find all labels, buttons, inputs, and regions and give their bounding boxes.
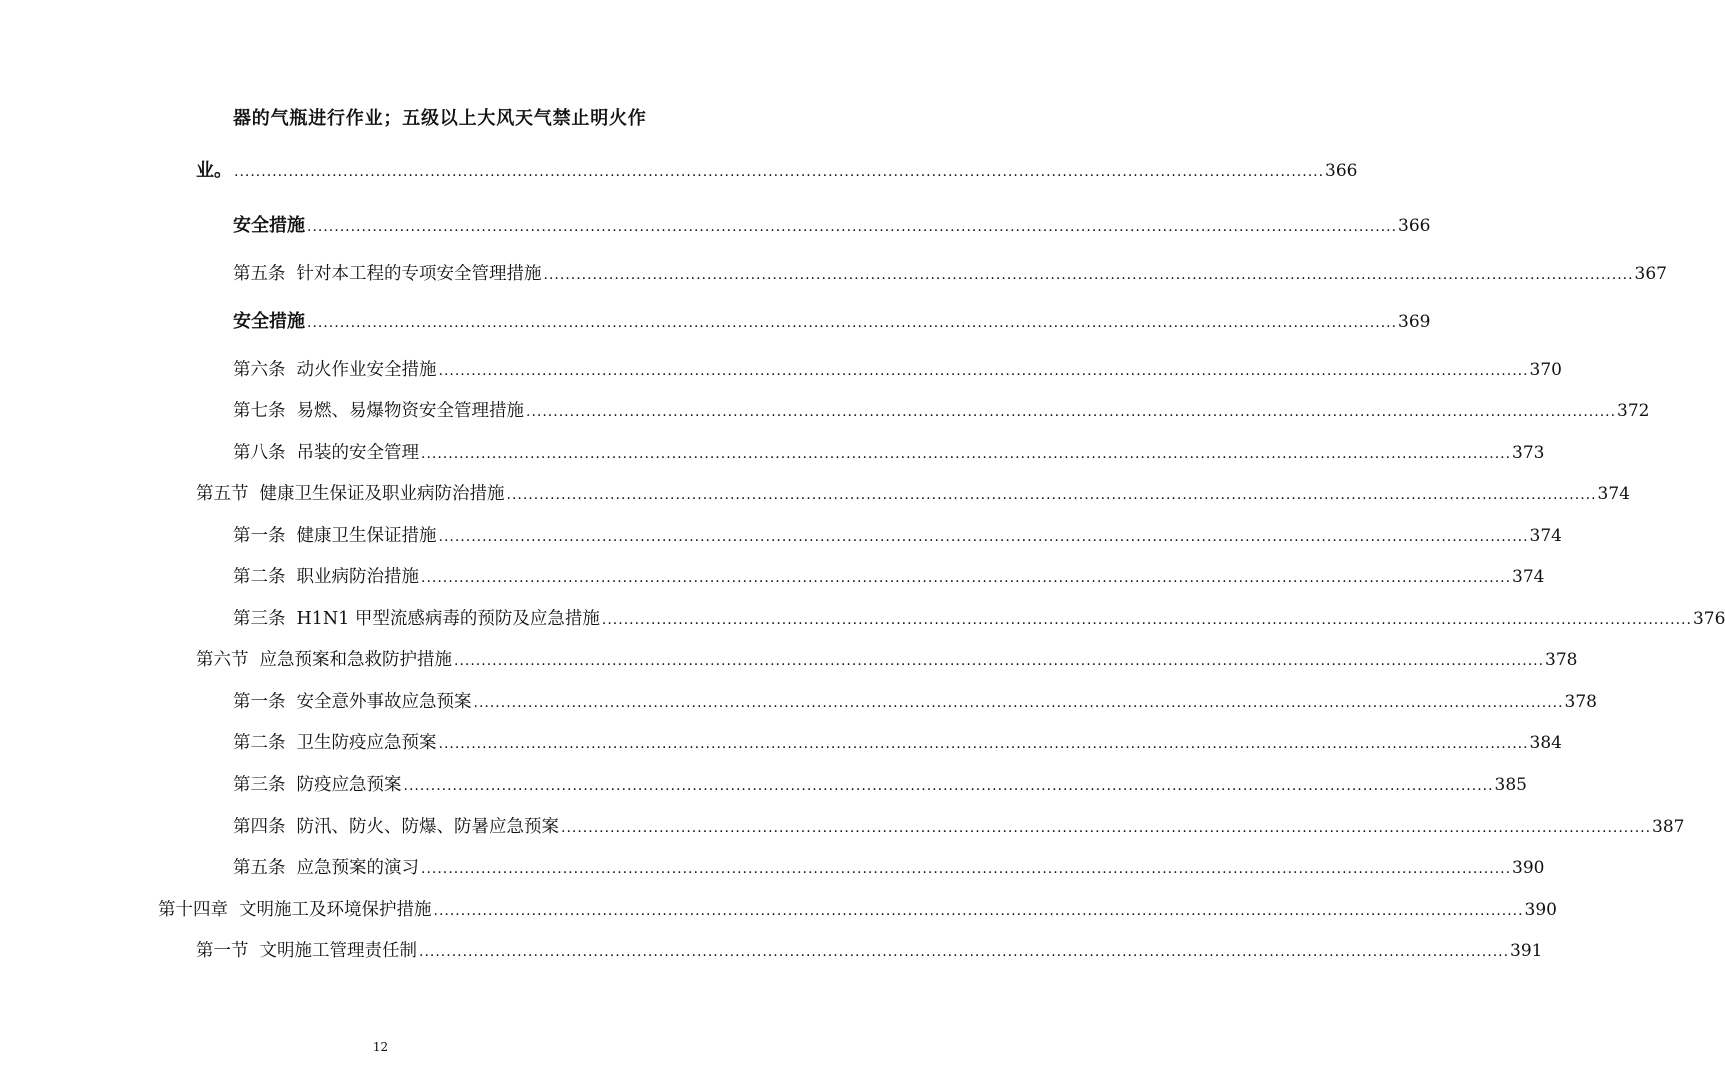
toc-entry-title: 安全措施 — [233, 311, 305, 332]
toc-entry-title: 文明施工管理责任制 — [259, 941, 417, 961]
toc-entry-page: 374 — [1597, 484, 1630, 504]
toc-entry[interactable] — [233, 262, 1667, 287]
toc-entry-page: 369 — [1398, 312, 1431, 332]
toc-entry-page: 391 — [1510, 941, 1543, 961]
toc-entry-page: 385 — [1494, 775, 1527, 795]
toc-entry-title: 安全措施 — [233, 215, 305, 236]
toc-entry-title: 应急预案和急救防护措施 — [259, 650, 452, 670]
toc-leader-dots: ........................................................................................................................................................................................................ — [234, 164, 1325, 180]
toc-leader-dots: ........................................................................................................................................................................................................ — [601, 612, 1692, 628]
toc-entry-page: 378 — [1545, 650, 1578, 670]
toc-leader-dots: ........................................................................................................................................................................................................ — [543, 267, 1634, 283]
toc-entry-label: 第一条 — [233, 526, 286, 546]
toc-entry-label: 第五条 — [233, 264, 286, 284]
toc-entry[interactable] — [233, 731, 1562, 756]
toc-leader-dots: ........................................................................................................................................................................................................ — [419, 944, 1510, 960]
toc-entry-title: 易燃、易爆物资安全管理措施 — [296, 401, 524, 421]
toc-entry-page: 366 — [1398, 216, 1431, 236]
toc-entry-label: 第五节 — [196, 484, 249, 504]
toc-entry[interactable] — [158, 898, 1557, 923]
toc-entry-page: 378 — [1564, 692, 1597, 712]
toc-entry-label: 第五条 — [233, 858, 286, 878]
toc-entry[interactable] — [196, 939, 1543, 964]
toc-leader-dots: ........................................................................................................................................................................................................ — [438, 736, 1529, 752]
toc-entry-page: 384 — [1529, 733, 1562, 753]
toc-entry[interactable] — [233, 690, 1597, 715]
toc-entry[interactable] — [233, 310, 1431, 335]
toc-entry-label: 第七条 — [233, 401, 286, 421]
toc-entry-title: 健康卫生保证措施 — [296, 526, 437, 546]
toc-entry-page: 390 — [1524, 900, 1557, 920]
toc-entry-label: 第八条 — [233, 443, 286, 463]
toc-entry-title: 健康卫生保证及职业病防治措施 — [259, 484, 505, 504]
toc-entry-label: 第一节 — [196, 941, 249, 961]
toc-entry-title: 文明施工及环境保护措施 — [239, 900, 432, 920]
toc-leader-dots: ........................................................................................................................................................................................................ — [526, 404, 1617, 420]
toc-leader-dots: ........................................................................................................................................................................................................ — [454, 653, 1545, 669]
toc-leader-dots: ........................................................................................................................................................................................................ — [433, 903, 1524, 919]
toc-entry[interactable] — [196, 482, 1630, 507]
toc-entry-title: 防疫应急预案 — [296, 775, 402, 795]
toc-leader-dots: ........................................................................................................................................................................................................ — [438, 363, 1529, 379]
toc-leader-dots: ........................................................................................................................................................................................................ — [403, 778, 1494, 794]
toc-entry-title: 应急预案的演习 — [296, 858, 419, 878]
toc-entry-title: 职业病防治措施 — [296, 567, 419, 587]
toc-leader-dots: ........................................................................................................................................................................................................ — [421, 861, 1512, 877]
toc-entry-title: 卫生防疫应急预案 — [296, 733, 437, 753]
toc-entry-page: 373 — [1512, 443, 1545, 463]
toc-entry-title: 动火作业安全措施 — [296, 360, 437, 380]
toc-entry[interactable] — [233, 399, 1650, 424]
toc-entry-page: 370 — [1529, 360, 1562, 380]
toc-entry-label: 第二条 — [233, 733, 286, 753]
toc-entry-page: 367 — [1634, 264, 1667, 284]
toc-entry[interactable] — [233, 856, 1545, 881]
toc-entry-page: 376 — [1692, 609, 1725, 629]
toc-leader-dots: ........................................................................................................................................................................................................ — [506, 487, 1597, 503]
toc-entry-title: 针对本工程的专项安全管理措施 — [296, 264, 542, 284]
toc-entry-page: 374 — [1512, 567, 1545, 587]
page-number: 12 — [372, 1040, 389, 1054]
toc-leader-dots: ........................................................................................................................................................................................................ — [473, 695, 1564, 711]
toc-entry-page: 390 — [1512, 858, 1545, 878]
toc-entry-title: 业。 — [196, 160, 232, 181]
toc-entry-label: 第十四章 — [158, 900, 228, 920]
toc-entry-page: 387 — [1652, 817, 1685, 837]
toc-entry[interactable] — [233, 524, 1562, 549]
toc-leader-dots: ........................................................................................................................................................................................................ — [421, 446, 1512, 462]
toc-entry[interactable] — [233, 607, 1725, 632]
toc-entry-label: 第六节 — [196, 650, 249, 670]
toc-leader-dots: ........................................................................................................................................................................................................ — [438, 529, 1529, 545]
toc-entry[interactable] — [233, 358, 1562, 383]
toc-entry-label: 第二条 — [233, 567, 286, 587]
toc-entry-label: 第三条 — [233, 775, 286, 795]
toc-entry-title: 安全意外事故应急预案 — [296, 692, 472, 712]
toc-leader-dots: ........................................................................................................................................................................................................ — [307, 219, 1398, 235]
toc-entry[interactable] — [233, 773, 1527, 798]
toc-entry-page: 372 — [1617, 401, 1650, 421]
toc-entry[interactable] — [233, 565, 1545, 590]
toc-entry-label: 第一条 — [233, 692, 286, 712]
toc-leader-dots: ........................................................................................................................................................................................................ — [307, 315, 1398, 331]
toc-entry-page: 366 — [1325, 161, 1358, 181]
toc-entry-page: 374 — [1529, 526, 1562, 546]
toc-leader-dots: ........................................................................................................................................................................................................ — [421, 570, 1512, 586]
toc-entry-title: 吊装的安全管理 — [296, 443, 419, 463]
toc-entry[interactable] — [233, 815, 1685, 840]
toc-entry-label: 第四条 — [233, 817, 286, 837]
toc-entry[interactable] — [233, 214, 1431, 239]
toc-entry-title: 防汛、防火、防爆、防暑应急预案 — [296, 817, 559, 837]
toc-entry[interactable] — [196, 159, 1358, 184]
toc-entry-label: 第六条 — [233, 360, 286, 380]
toc-entry-title: H1N1 甲型流感病毒的预防及应急措施 — [296, 609, 600, 629]
toc-entry[interactable] — [233, 441, 1545, 466]
toc-continued-heading: 器的气瓶进行作业；五级以上大风天气禁止明火作 — [233, 108, 647, 129]
toc-entry-label: 第三条 — [233, 609, 286, 629]
toc-leader-dots: ........................................................................................................................................................................................................ — [561, 820, 1652, 836]
toc-entry[interactable] — [196, 648, 1578, 673]
